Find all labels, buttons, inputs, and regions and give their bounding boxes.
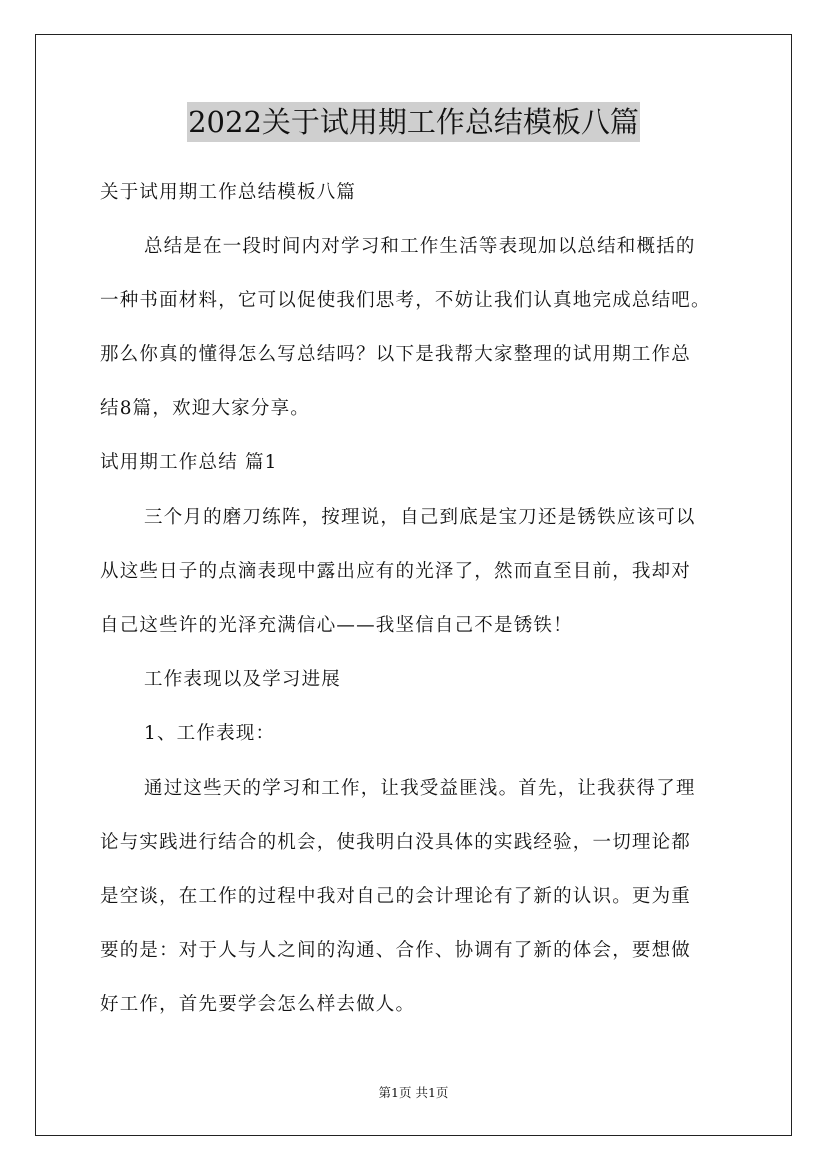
paragraph-line: 要的是：对于人与人之间的沟通、合作、协调有了新的体会，要想做 — [100, 940, 692, 961]
paragraph-line: 自己这些许的光泽充满信心——我坚信自己不是锈铁！ — [100, 615, 573, 636]
title-container — [0, 102, 827, 142]
subheading-line: 1、工作表现： — [144, 723, 276, 744]
paragraph-line: 三个月的磨刀练阵，按理说，自己到底是宝刀还是锈铁应该可以 — [144, 507, 696, 528]
subtitle-line: 关于试用期工作总结模板八篇 — [100, 182, 357, 203]
paragraph-line: 从这些日子的点滴表现中露出应有的光泽了，然而直至目前，我却对 — [100, 561, 692, 582]
section-heading: 试用期工作总结 篇1 — [100, 452, 278, 473]
paragraph-line: 论与实践进行结合的机会，使我明白没具体的实践经验，一切理论都 — [100, 832, 692, 853]
paragraph-line: 通过这些天的学习和工作，让我受益匪浅。首先，让我获得了理 — [144, 778, 696, 799]
paragraph-line: 好工作，首先要学会怎么样去做人。 — [100, 994, 416, 1015]
paragraph-line: 结8篇，欢迎大家分享。 — [100, 398, 310, 419]
paragraph-line: 那么你真的懂得怎么写总结吗？以下是我帮大家整理的试用期工作总 — [100, 344, 692, 365]
subheading-line: 工作表现以及学习进展 — [144, 669, 342, 690]
paragraph-line: 是空谈，在工作的过程中我对自己的会计理论有了新的认识。更为重 — [100, 886, 692, 907]
page-number-footer: 第1页 共1页 — [378, 1085, 449, 1100]
paragraph-line: 一种书面材料，它可以促使我们思考，不妨让我们认真地完成总结吧。 — [100, 290, 711, 311]
document-title: 2022关于试用期工作总结模板八篇 — [187, 102, 640, 142]
paragraph-line: 总结是在一段时间内对学习和工作生活等表现加以总结和概括的 — [144, 236, 696, 257]
